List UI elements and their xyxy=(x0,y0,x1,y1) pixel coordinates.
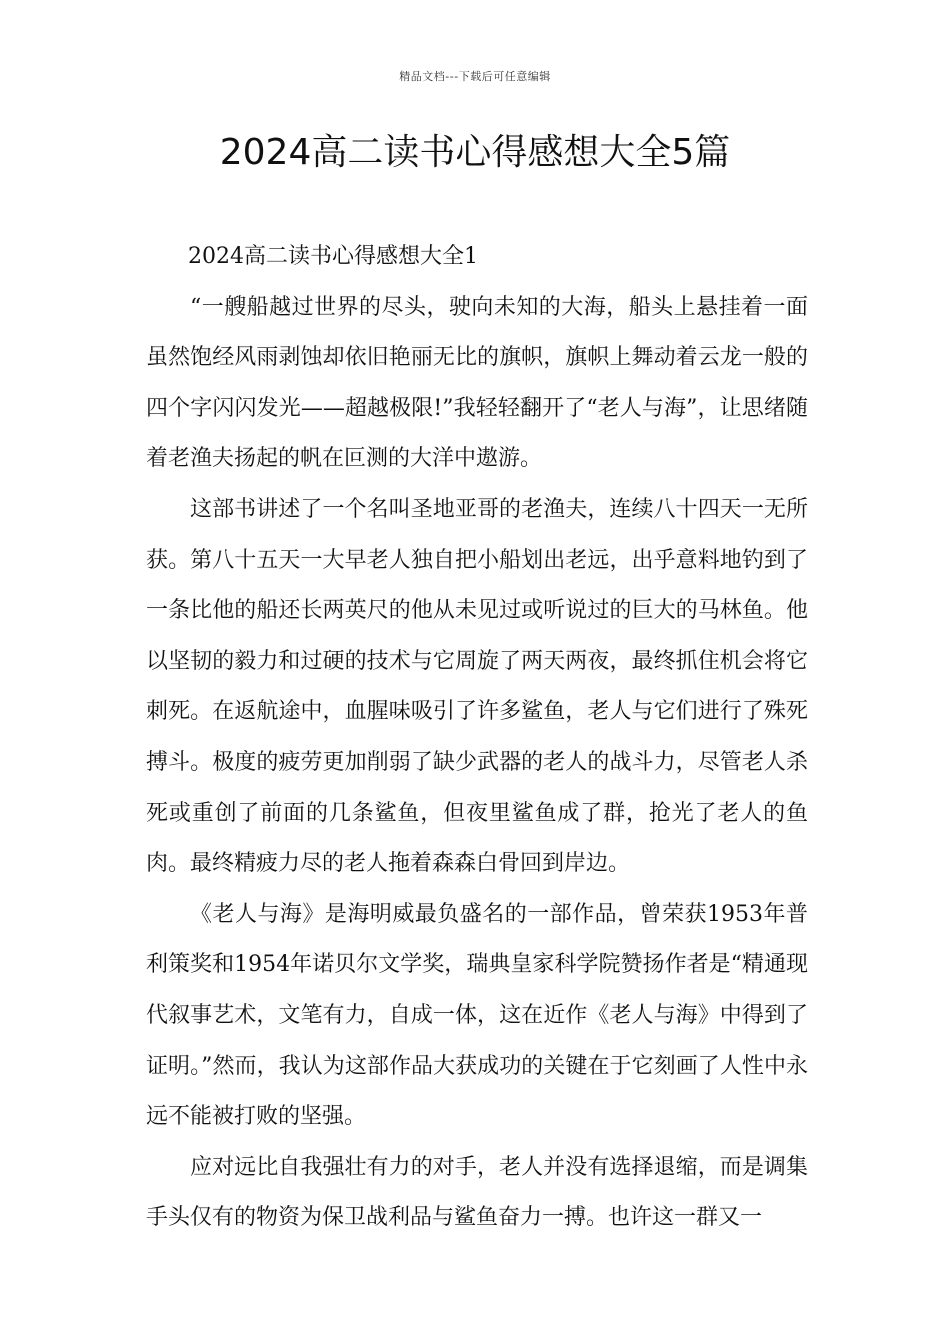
document-title: 2024高二读书心得感想大全5篇 xyxy=(219,132,731,173)
document-body xyxy=(146,232,808,1244)
paragraph: “一艘船越过世界的尽头，驶向未知的大海，船头上悬挂着一面虽然饱经风雨剥蚀却依旧艳丽无比的旗帜，旗帜上舞动着云龙一般的四个字闪闪发光——超越极限!”我轻轻翻开了“老人与海”，让思绪随着老渔夫扬起的帆在叵测的大洋中遨游。 xyxy=(146,294,808,472)
paragraph: 应对远比自我强壮有力的对手，老人并没有选择退缩，而是调集手头仅有的物资为保卫战利品与鲨鱼奋力一搏。也许这一群又一 xyxy=(146,1154,808,1231)
section-heading: 2024高二读书心得感想大全1 xyxy=(188,244,478,269)
paragraph: 这部书讲述了一个名叫圣地亚哥的老渔夫，连续八十四天一无所获。第八十五天一大早老人独自把小船划出老远，出乎意料地钓到了一条比他的船还长两英尺的他从未见过或听说过的巨大的马林鱼。他以坚韧的毅力和过硬的技术与它周旋了两天两夜，最终抓住机会将它刺死。在返航途中，血腥味吸引了许多鲨鱼，老人与它们进行了殊死搏斗。极度的疲劳更加削弱了缺少武器的老人的战斗力，尽管老人杀死或重创了前面的几条鲨鱼，但夜里鲨鱼成了群，抢光了老人的鱼肉。最终精疲力尽的老人拖着森森白骨回到岸边。 xyxy=(146,496,808,877)
paragraph: 《老人与海》是海明威最负盛名的一部作品，曾荣获1953年普利策奖和1954年诺贝尔文学奖，瑞典皇家科学院赞扬作者是“精通现代叙事艺术，文笔有力，自成一体，这在近作《老人与海》中得到了证明。”然而，我认为这部作品大获成功的关键在于它刻画了人性中永远不能被打败的坚强。 xyxy=(146,901,808,1130)
header-note: 精品文档---下载后可任意编辑 xyxy=(399,70,551,83)
